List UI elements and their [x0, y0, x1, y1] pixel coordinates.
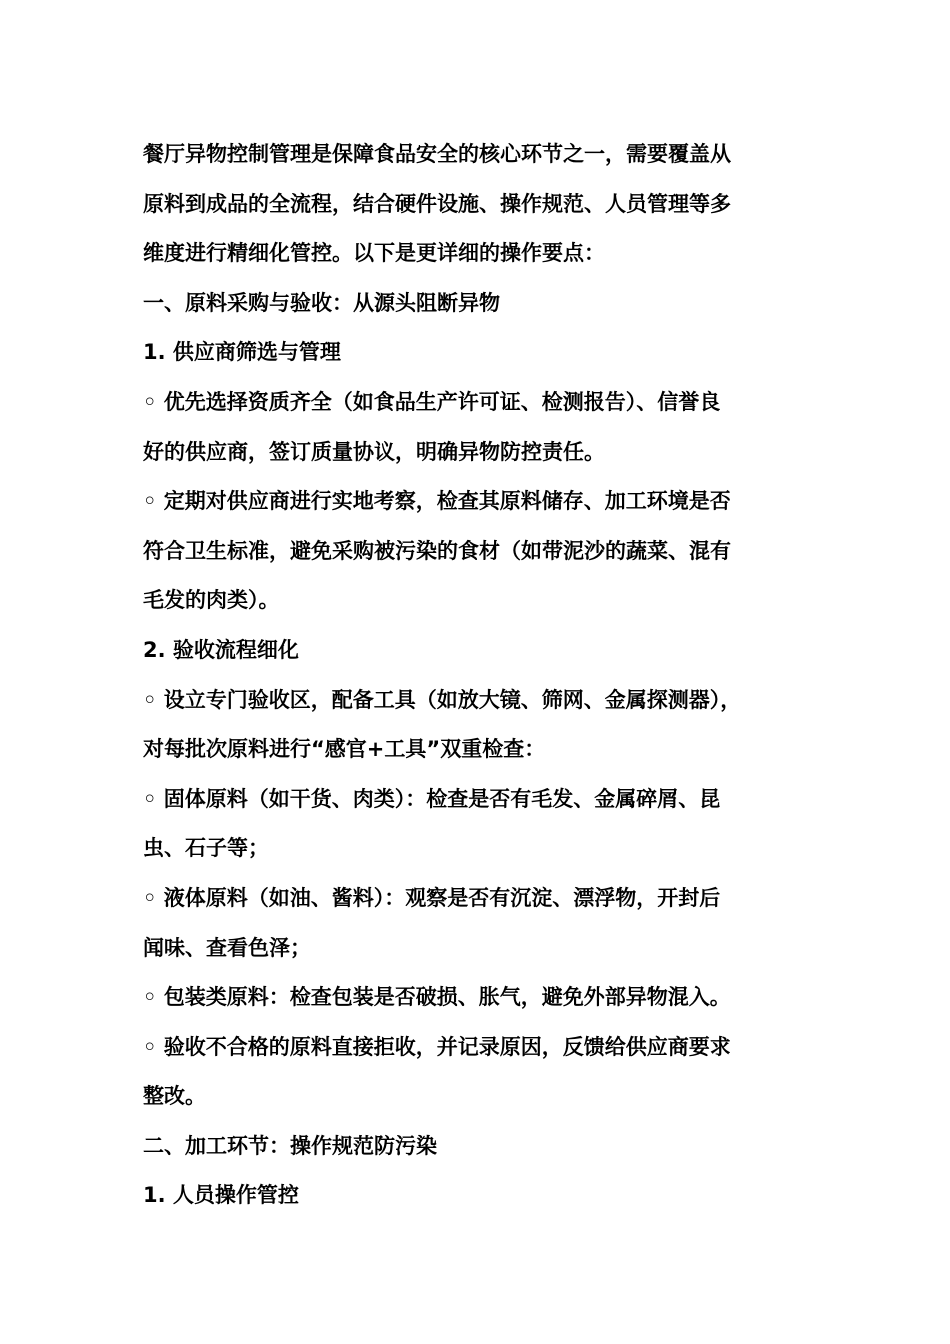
bullet-supplier-selection-line-2: 好的供应商，签订质量协议，明确异物防控责任。: [143, 439, 605, 464]
bullet-supplier-inspection-line-1: ◦ 定期对供应商进行实地考察，检查其原料储存、加工环境是否: [143, 489, 731, 514]
bullet-acceptance-area-line-2: 对每批次原料进行“感官+工具”双重检查：: [143, 737, 546, 762]
document-body: [143, 130, 813, 1221]
bullet-supplier-inspection-line-3: 毛发的肉类）。: [143, 588, 280, 613]
bullet-solid-materials-line-1: ◦ 固体原料（如干货、肉类）：检查是否有毛发、金属碎屑、昆: [143, 786, 721, 811]
bullet-packaged-materials: ◦ 包装类原料：检查包装是否破损、胀气，避免外部异物混入。: [143, 985, 731, 1010]
paragraph-intro-line-3: 维度进行精细化管控。以下是更详细的操作要点：: [143, 241, 605, 266]
bullet-liquid-materials-line-1: ◦ 液体原料（如油、酱料）：观察是否有沉淀、漂浮物，开封后: [143, 885, 721, 910]
paragraph-intro-line-1: 餐厅异物控制管理是保障食品安全的核心环节之一，需要覆盖从: [143, 142, 731, 166]
bullet-liquid-materials-line-2: 闻味、查看色泽；: [143, 935, 311, 960]
bullet-rejection-line-1: ◦ 验收不合格的原料直接拒收，并记录原因，反馈给供应商要求: [143, 1034, 731, 1059]
bullet-supplier-selection-line-1: ◦ 优先选择资质齐全（如食品生产许可证、检测报告）、信誉良: [143, 389, 721, 414]
bullet-supplier-inspection-line-2: 符合卫生标准，避免采购被污染的食材（如带泥沙的蔬菜、混有: [143, 538, 731, 563]
section-heading-1: 一、原料采购与验收：从源头阻断异物: [143, 290, 500, 315]
subsection-heading-2-1: 1. 人员操作管控: [143, 1183, 299, 1208]
bullet-rejection-line-2: 整改。: [143, 1084, 206, 1109]
subsection-heading-1-2: 2. 验收流程细化: [143, 637, 299, 662]
bullet-solid-materials-line-2: 虫、石子等；: [143, 836, 269, 861]
section-heading-2: 二、加工环节：操作规范防污染: [143, 1133, 437, 1158]
bullet-acceptance-area-line-1: ◦ 设立专门验收区，配备工具（如放大镜、筛网、金属探测器），: [143, 687, 742, 712]
subsection-heading-1-1: 1. 供应商筛选与管理: [143, 340, 341, 365]
paragraph-intro-line-2: 原料到成品的全流程，结合硬件设施、操作规范、人员管理等多: [143, 191, 731, 216]
